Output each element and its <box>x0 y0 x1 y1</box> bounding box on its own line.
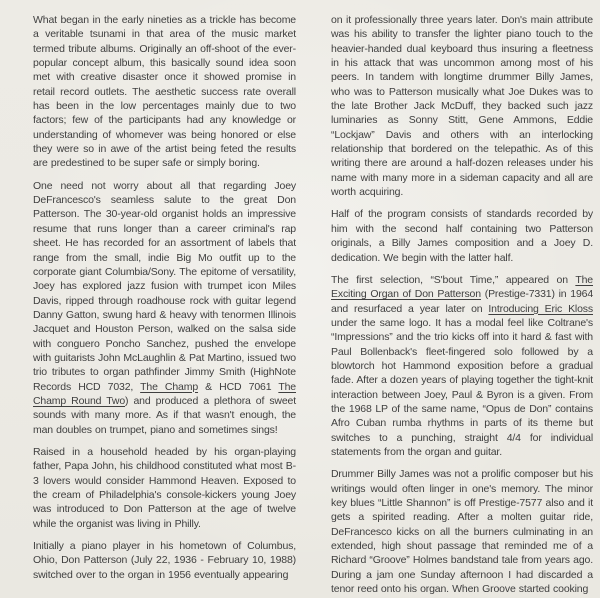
text-run: One need not worry about all that regarding Joey DeFrancesco's seamless salute to the great Don Patterson. The 30-year-old organist holds an impressive resume that runs longer than a career criminal's rap sheet. He has recorded for an assortment of labels that range from the small, indie Big Mo outfit up to the corporate giant Columbia/Sony. The epitome of versatility, Joey has explored jazz fusion with trumpet icon Miles Davis, ripped through roadhouse rock with guitar legend Danny Gatton, swung hard & heavy with tenormen Illinois Jacquet and Houston Person, walked on the salsa side with conguero Poncho Sanchez, pushed the envelope with guitarists John McLaughlin & Pat Martino, issued two trio tributes to organ pathfinder Jimmy Smith (HighNote Records HCD 7032, <box>33 179 296 393</box>
paragraph <box>331 273 593 459</box>
text-column-left <box>33 13 296 582</box>
underlined-album-title: The Exciting Organ of Don Patterson <box>331 273 593 301</box>
text-column-right <box>331 13 593 596</box>
text-run: ) and produced a plethora of sweet sounds with many more. As if that wasn't enough, the man doubles on trumpet, piano and sometimes sings! <box>33 394 296 436</box>
text-run: on it professionally three years later. Don's main attribute was his ability to transfer the lighter piano touch to the heavier-handed dual keyboard thus insuring a fleetness in his attack that was uncommon among most of his peers. In tandem with longtime drummer Billy James, who was to Patterson musically what Joe Dukes was to the late Brother Jack McDuff, they backed such jazz luminaries as Sonny Stitt, Gene Ammons, Eddie “Lockjaw” Davis and others with an interlocking relationship that bordered on the telepathic. As of this writing there are around a half-dozen releases under his name with many more in a sideman capacity and all are worth acquiring. <box>331 14 593 199</box>
text-run: (Prestige-7331) in 1964 and resurfaced a year later on <box>331 288 594 315</box>
underlined-album-title: Introducing Eric Kloss <box>488 302 593 315</box>
text-run: The first selection, “S'bout Time,” appeared on <box>331 273 576 286</box>
text-run: Raised in a household headed by his organ-playing father, Papa John, his childhood constituted what most B-3 lovers would consider Hammond Heaven. Exposed to the cream of Philadelphia's console-kickers young Joey was introduced to Don Patterson at the age of twelve while the organist was living in Philly. <box>33 445 296 530</box>
paragraph <box>33 13 296 171</box>
paragraph <box>331 207 593 264</box>
underlined-album-title: The Champ Round Two <box>33 380 296 407</box>
paragraph <box>331 467 593 596</box>
paragraph <box>331 13 593 199</box>
text-run: Initially a piano player in his hometown of Columbus, Ohio, Don Patterson (July 22, 1936 - February 10, 1988) switched over to the organ in 1956 eventually appearing <box>33 540 296 581</box>
paragraph <box>33 179 296 437</box>
paragraph <box>33 539 296 582</box>
paragraph <box>33 445 296 531</box>
text-run: under the same logo. It has a modal feel like Coltrane's “Impressions” and the trio kicks off into it hard & fast with Paul Bollenback's fleet-fingered solo followed by a blowtorch hot Hammond exposition before a gradual fade. After a dozen years of playing together the tight-knit interaction between Joey, Paul & Byron is a given. From the 1968 LP of the same name, “Opus de Don” contains Afro Cuban rumba rhythms in parts of its theme but switches to a punching, straight 4/4 for individual statements from the organ and guitar. <box>331 316 593 458</box>
text-run: Drummer Billy James was not a prolific composer but his writings would often linger in one's memory. The minor key blues “Little Shannon” is off Prestige-7577 also and it gets a spirited reading. After a molten guitar ride, DeFrancesco kicks on all the burners culminating in an extended, high shout passage that reminded me of a Richard “Groove” Holmes bandstand tale from years ago. During a jam one Sunday afternoon I had discarded a tenor reed onto his organ. When Groove started cooking <box>331 468 593 596</box>
text-run: What began in the early nineties as a trickle has become a veritable tsunami in that area of the music market termed tribute albums. Originally an off-shoot of the ever-popular concept album, this basically sound idea soon met with creative disaster once it showed promise in retail record outlets. The aesthetic success rate overall has been in the low percentages mainly due to two factors; few of the participants had any knowledge or understanding of whomever was being honored or else they were so in awe of the artist being feted the results are predestined to be super safe or simply boring. <box>33 14 296 170</box>
underlined-album-title: The Champ <box>140 380 199 393</box>
text-run: & HCD 7061 <box>198 380 279 393</box>
text-run: Half of the program consists of standards recorded by him with the second half containing two Patterson originals, a Billy James composition and a Joey D. dedication. We begin with the latter half. <box>331 208 593 264</box>
